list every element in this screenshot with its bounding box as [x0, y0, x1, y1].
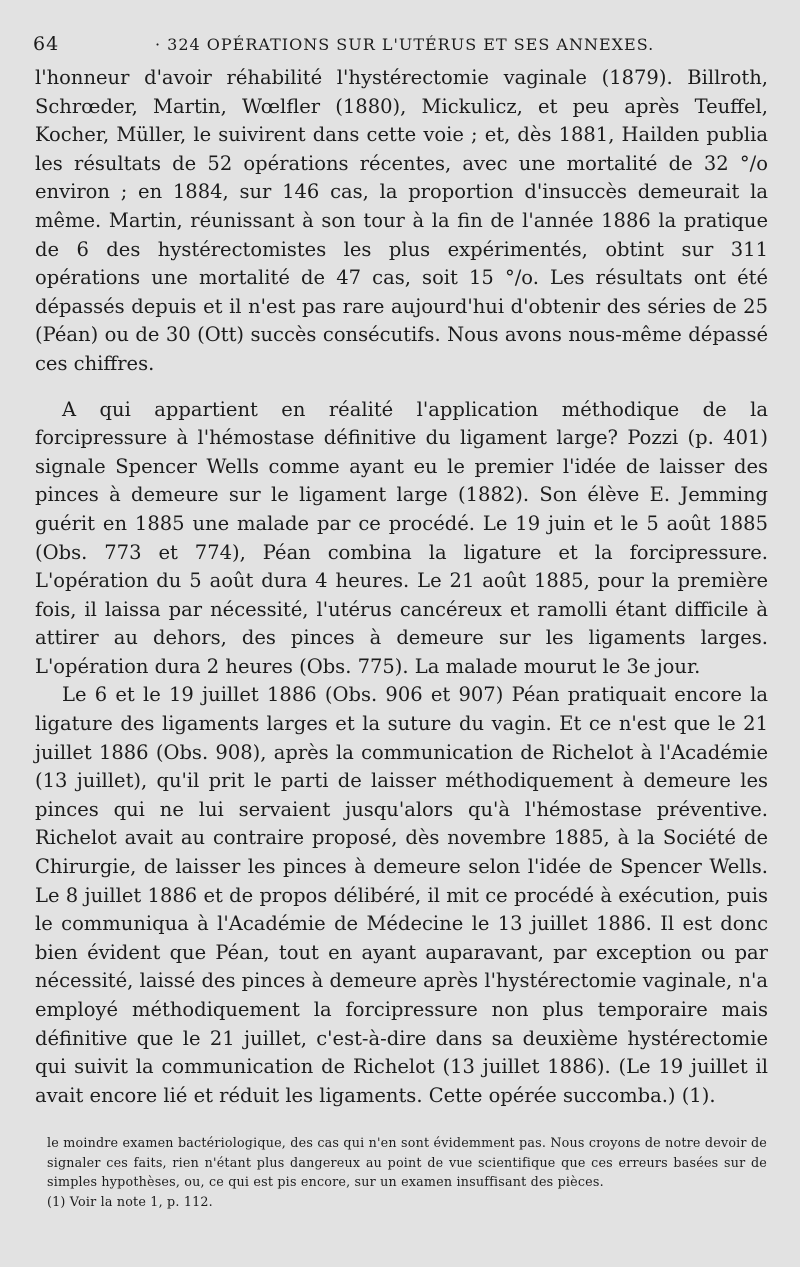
page-number: 64 — [33, 33, 60, 55]
footnote-continuation: le moindre examen bactériologique, des cas qui n'en sont évidemment pas. Nous croyons de notre devoir de signaler ces faits, rien n'étant plus dangereux au point de vue scientifique que ces erreurs basées sur de simples hypothèses, ou, ce qui est pis encore, sur un examen insuffisant des pièces. — [47, 1135, 767, 1190]
footnotes — [47, 1133, 767, 1211]
paragraph-continuation: l'honneur d'avoir réhabilité l'hystérectomie vaginale (1879). Billroth, Schrœder, Martin, Wœlfler (1880), Mickulicz, et peu après Teuffel, Kocher, Müller, le suivirent dans cette voie ; et, dès 1881, Hailden publia les résultats de 52 opérations récentes, avec une mortalité de 32 °/o environ ; en 1884, sur 146 cas, la proportion d'insuccès demeurait la même. Martin, réunissant à son tour à la fin de l'année 1886 la pratique de 6 des hystérectomistes les plus expérimentés, obtint sur 311 opérations une mortalité de 47 cas, soit 15 °/o. Les résultats ont été dépassés depuis et il n'est pas rare aujourd'hui d'obtenir des séries de 25 (Péan) ou de 30 (Ott) succès consécutifs. Nous avons nous-même dépassé ces chiffres. — [35, 66, 768, 375]
main-text — [35, 64, 768, 1110]
running-header — [33, 33, 753, 57]
paragraph-forcipressure: A qui appartient en réalité l'application méthodique de la forcipressure à l'hémostase définitive du ligament large? Pozzi (p. 401) signale Spencer Wells comme ayant eu le premier l'idée de laisser des pinces à demeure sur le ligament large (1882). Son élève E. Jemming guérit en 1885 une malade par ce procédé. Le 19 juin et le 5 août 1885 (Obs. 773 et 774), Péan combina la ligature et la forcipressure. L'opération du 5 août dura 4 heures. Le 21 août 1885, pour la première fois, il laissa par nécessité, l'utérus cancéreux et ramolli étant difficile à attirer au dehors, des pinces à demeure sur les ligaments larges. L'opération dura 2 heures (Obs. 775). La malade mourut le 3e jour. — [35, 397, 768, 678]
running-title: · 324 OPÉRATIONS SUR L'UTÉRUS ET SES ANNEXES. — [155, 35, 655, 54]
footnote-1: (1) Voir la note 1, p. 112. — [47, 1193, 213, 1209]
paragraph-chronology: Le 6 et le 19 juillet 1886 (Obs. 906 et 907) Péan pratiquait encore la ligature des ligaments larges et la suture du vagin. Et ce n'est que le 21 juillet 1886 (Obs. 908), après la communication de Richelot à l'Académie (13 juillet), qu'il prit le parti de laisser méthodiquement à demeure les pinces qui ne lui servaient jusqu'alors qu'à l'hémostase préventive. Richelot avait au contraire proposé, dès novembre 1885, à la Société de Chirurgie, de laisser les pinces à demeure selon l'idée de Spencer Wells. Le 8 juillet 1886 et de propos délibéré, il mit ce procédé à exécution, puis le communiqua à l'Académie de Médecine le 13 juillet 1886. Il est donc bien évident que Péan, tout en ayant auparavant, par exception ou par nécessité, laissé des pinces à demeure après l'hystérectomie vaginale, n'a employé méthodiquement la forcipressure non plus temporaire mais définitive que le 21 juillet, c'est-à-dire dans sa deuxième hystérectomie qui suivit la communication de Richelot (13 juillet 1886). (Le 19 juillet il avait encore lié et réduit les ligaments. Cette opérée succomba.) (1). — [35, 683, 768, 1107]
